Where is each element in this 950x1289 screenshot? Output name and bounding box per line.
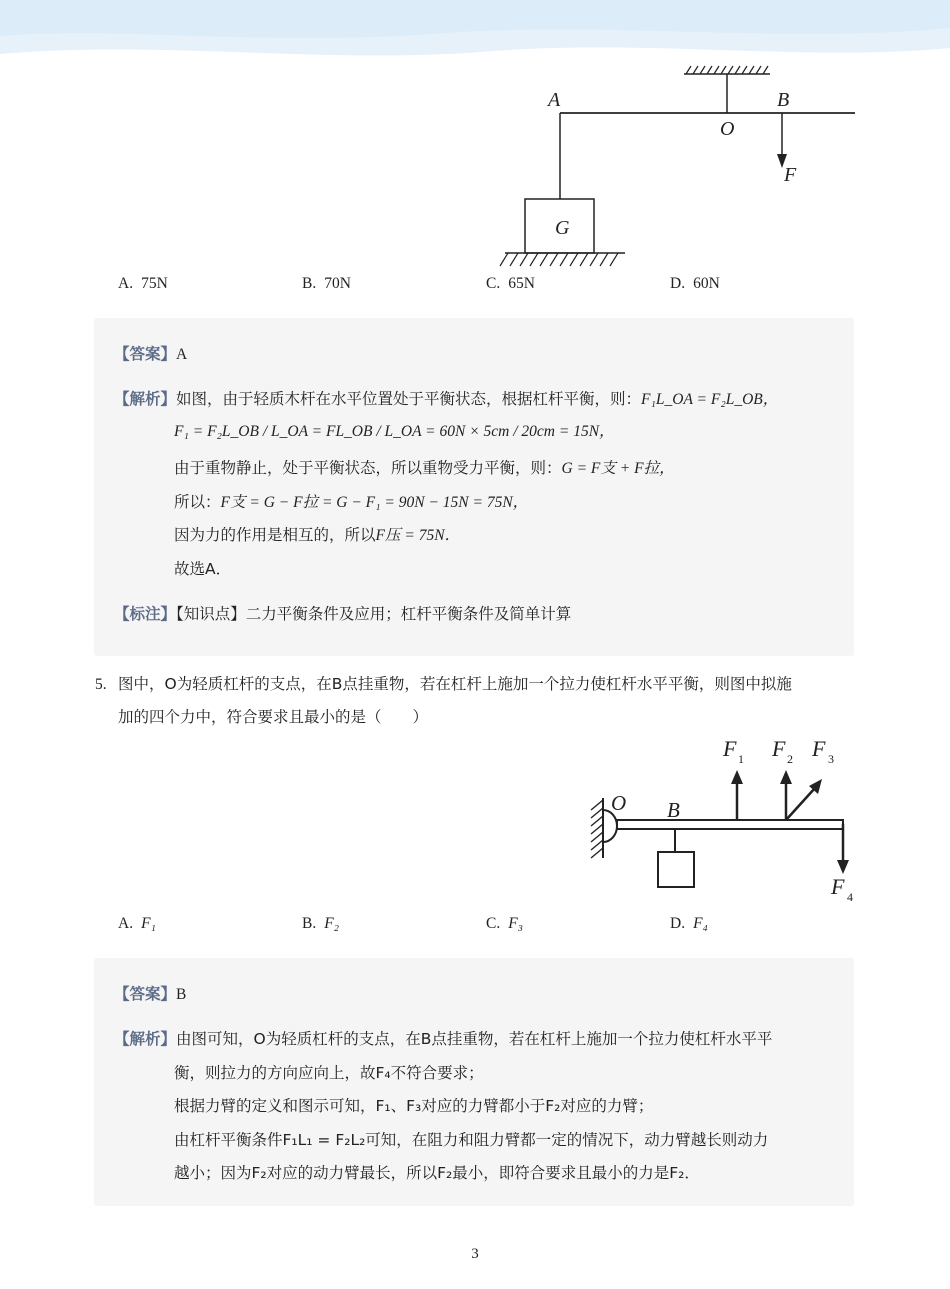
- q5-stem-line-1: 图中，O为轻质杠杆的支点，在B点挂重物，若在杠杆上施加一个拉力使杠杆水平平衡，则图中拟施: [118, 675, 792, 693]
- note-tag: 【标注】: [114, 605, 177, 623]
- label-f3-sub: 3: [828, 752, 834, 766]
- label-f4-sub: 4: [847, 890, 853, 904]
- label-f: F: [784, 164, 797, 186]
- q4-analysis-line-5: 因为力的作用是相互的，所以F压 = 75N．: [174, 526, 461, 544]
- answer-tag: 【答案】: [114, 985, 177, 1003]
- label-f1-sub: 1: [738, 752, 744, 766]
- q5-stem-line-2: 加的四个力中，符合要求且最小的是（ ）: [118, 708, 429, 726]
- q4-analysis-line-6: 故选A．: [174, 560, 232, 578]
- label-a: A: [548, 89, 561, 111]
- label-f3: F: [812, 736, 826, 761]
- page-number: 3: [471, 1246, 479, 1262]
- analysis-tag: 【解析】: [114, 390, 177, 408]
- q4-option-c[interactable]: C. 65N: [486, 275, 535, 292]
- q4-note-line: 【标注】【知识点】二力平衡条件及应用；杠杆平衡条件及简单计算: [114, 605, 572, 623]
- q5-analysis-line-3: 根据力臂的定义和图示可知，F₁、F₃对应的力臂都小于F₂对应的力臂；: [174, 1097, 654, 1115]
- q5-analysis-line-4: 由杠杆平衡条件F₁L₁ = F₂L₂可知，在阻力和阻力臂都一定的情况下，动力臂越长则动力: [174, 1131, 769, 1149]
- q4-analysis-line-2: [174, 414, 615, 450]
- label-f4: F: [831, 874, 845, 899]
- q5-analysis-line-5: 越小；因为F₂对应的动力臂最长，所以F₂最小，即符合要求且最小的力是F₂．: [174, 1164, 700, 1182]
- q5-option-c[interactable]: C. F₃: [486, 915, 524, 932]
- label-b: B: [777, 89, 790, 111]
- label-f2-sub: 2: [787, 752, 793, 766]
- q5-option-b[interactable]: B. F₂: [302, 915, 340, 932]
- q4-option-a[interactable]: A. 75N: [118, 275, 168, 292]
- q4-lever-figure: [490, 60, 860, 275]
- answer-value: B: [176, 986, 187, 1003]
- q4-analysis-line-1: 【解析】如图，由于轻质木杆在水平位置处于平衡状态，根据杠杆平衡，则：F₁L_OA = F₂L_OB，: [114, 390, 779, 408]
- q4-answer-panel: [94, 318, 854, 656]
- q4-eq-1: F₁L_OA = F₂L_OB，: [641, 391, 779, 408]
- q5-analysis-line-1: 【解析】由图可知，O为轻质杠杆的支点，在B点挂重物，若在杠杆上施加一个拉力使杠杆水平平: [114, 1030, 773, 1048]
- answer-tag: 【答案】: [114, 345, 177, 363]
- q4-answer-line: [114, 342, 187, 364]
- q5-option-a[interactable]: A. F₁: [118, 915, 156, 932]
- q4-eq-2: F₁ = F₂L_OB / L_OA = FL_OB / L_OA = 60N × 5cm / 20cm = 15N，: [174, 423, 615, 440]
- q4-analysis-line-4: 所以：F支 = G − F拉 = G − F₁ = 90N − 15N = 75N，: [174, 493, 529, 511]
- label-f2: F: [772, 736, 786, 761]
- q4-option-b[interactable]: B. 70N: [302, 275, 351, 292]
- analysis-tag: 【解析】: [114, 1030, 177, 1048]
- label-o: O: [720, 118, 735, 140]
- q4-options: [118, 275, 858, 293]
- q4-analysis-line-3: 由于重物静止，处于平衡状态，所以重物受力平衡，则：G = F支 + F拉，: [174, 459, 675, 477]
- q5-question: [95, 668, 855, 738]
- answer-value: A: [176, 346, 188, 363]
- q5-options: [118, 915, 858, 933]
- label-g: G: [555, 217, 570, 239]
- q5-number: 5.: [95, 676, 107, 693]
- label-f1: F: [723, 736, 737, 761]
- q5-answer-line: [114, 982, 186, 1004]
- q5-answer-panel: [94, 958, 854, 1206]
- q5-option-d[interactable]: D. F₄: [670, 915, 708, 932]
- q4-option-d[interactable]: D. 60N: [670, 275, 720, 292]
- label-b: B: [667, 798, 680, 822]
- q5-lever-figure: [585, 730, 865, 910]
- q5-analysis-line-2: 衡，则拉力的方向应向上，故F₄不符合要求；: [174, 1064, 484, 1082]
- label-o: O: [611, 791, 627, 815]
